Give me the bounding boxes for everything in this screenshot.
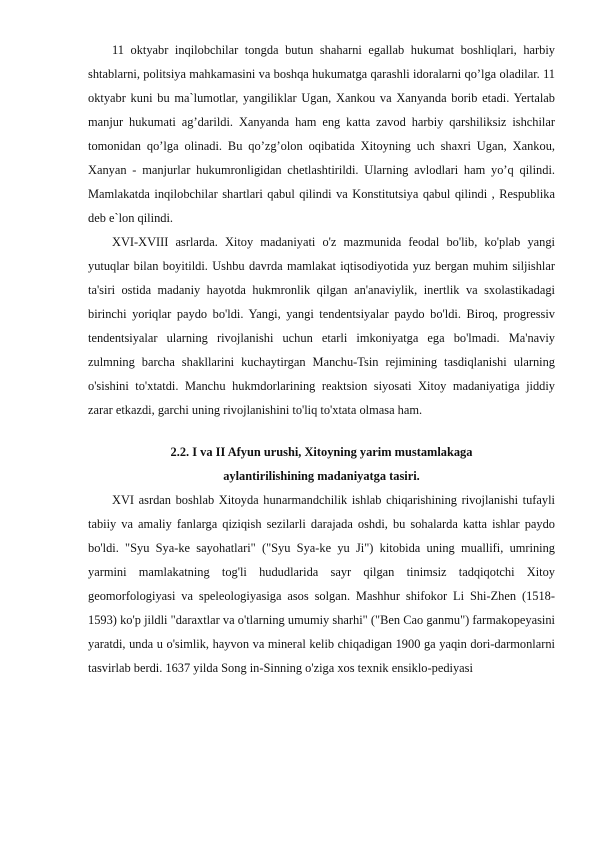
paragraph-october-uprising: 11 oktyabr inqilobchilar tongda butun shaharni egallab hukumat boshliqlari, harbiy shtablarni, politsiya mahkamasini va boshqa hukumatga qarashli idoralarni qo’lga oladilar. 11 oktyabr kuni bu ma`lumotlar, yangiliklar Ugan, Xankou va Xanyanda borib etadi. Yertalab manjur hukumati ag’darildi. Xanyanda ham eng katta zavod harbiy qarshiliksiz ishchilar tomonidan qo’lga olinadi. Bu qo’zg’olon oqibatida Xitoyning uch shaxri Ugan, Xankou, Xanyan - manjurlar hukumronligidan chetlashtirildi. Ularning avlodlari ham yo’q qilindi. Mamlakatda inqilobchilar shartlari qabul qilindi va Konstitutsiya qabul qilindi , Respublika deb e`lon qilindi. xyxy=(88,43,555,225)
paragraph-qing-culture: XVI-XVIII asrlarda. Xitoy madaniyati o'z mazmunida feodal bo'lib, ko'plab yangi yutuqlar bilan boyitildi. Ushbu davrda mamlakat iqtisodiyotida yuz bergan muhim siljishlar ta'siri ostida madaniy hayotda hukmronlik qilgan an'anaviylik, inertlik va sxolastikadagi birinchi yoriqlar paydo bo'ldi. Yangi, yangi tendentsiyalar paydo bo'ldi. Biroq, progressiv tendentsiyalar ularning rivojlanishi uchun etarli imkoniyatga ega bo'lmadi. Ma'naviy zulmning barcha shakllarini kuchaytirgan Manchu-Tsin rejimining tasdiqlanishi ularning o'sishini to'xtatdi. Manchu hukmdorlarining reaktsion siyosati Xitoy madaniyatiga jiddiy zarar etkazdi, garchi uning rivojlanishini to'liq to'xtata olmasa ham. xyxy=(88,235,555,417)
paragraph-science-development: XVI asrdan boshlab Xitoyda hunarmandchilik ishlab chiqarishining rivojlanishi tufayli tabiiy va amaliy fanlarga qiziqish sezilarli darajada oshdi, bu sohalarda katta ishlar paydo bo'ldi. "Syu Sya-ke sayohatlari" ("Syu Sya-ke yu Ji") kitobida uning muallifi, umrining yarmini mamlakatning tog'li hududlarida sayr qilgan tinimsiz tadqiqotchi Xitoy geomorfologiyasi va speleologiyasiga asos solgan. Mashhur shifokor Li Shi-Zhen (1518-1593) ko'p jildli "daraxtlar va o'tlarning umumiy sharhi" ("Ben Cao ganmu") farmakopeyasini yaratdi, unda u o'simlik, hayvon va mineral kelib chiqadigan 1900 ga yaqin dori-darmonlarni tasvirlab berdi. 1637 yilda Song in-Sinning o'ziga xos texnik ensiklo-pediyasi xyxy=(88,493,555,675)
document-page xyxy=(88,38,555,680)
section-heading-line-1: 2.2. I va II Afyun urushi, Xitoyning yarim mustamlakaga xyxy=(170,445,473,459)
section-heading xyxy=(88,440,555,488)
section-heading-line-2: aylantirilishining madaniyatga tasiri. xyxy=(223,469,420,483)
